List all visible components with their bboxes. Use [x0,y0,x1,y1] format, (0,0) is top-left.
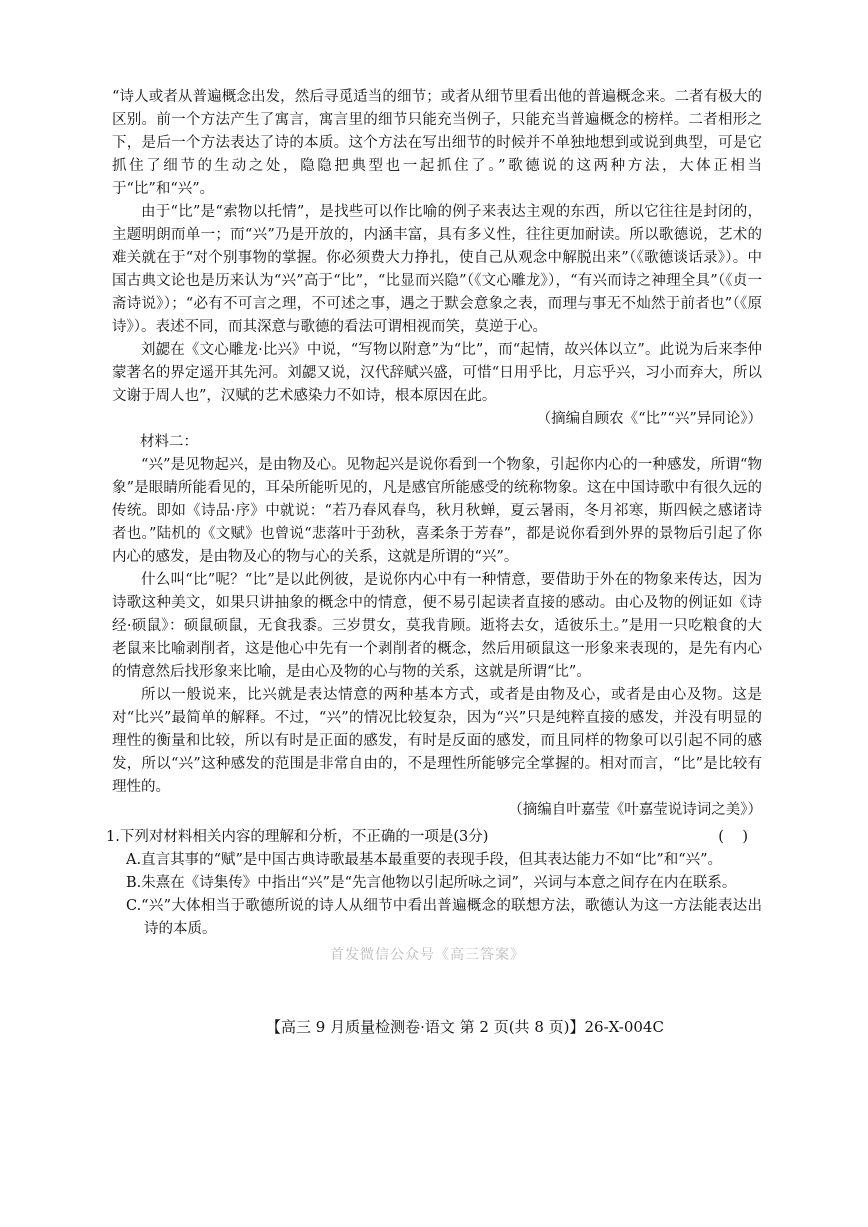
question-stem: 1.下列对材料相关内容的理解和分析，不正确的一项是(3分) [106,829,489,845]
material-two-label: 材料二： [140,434,198,450]
material-one-paragraph: 由于“比”是“索物以托情”，是找些可以作比喻的例子来表达主观的东西，所以它往往是封闭的，主题明朗而单一；而“兴”乃是开放的，内涵丰富，具有多义性，往往更加耐读。所以歌德说，艺术的难关就在于“对个别事物的掌握。你必须费大力挣扎，使自己从观念中解脱出来”（《歌德谈话录》）。中国古典文论也是历来认为“兴”高于“比”，“比显而兴隐”（《文心雕龙》），“有兴而诗之神理全具”（《贞一斋诗说》）；“必有不可言之理，不可述之事，遇之于默会意象之表，而理与事无不灿然于前者也”（《原诗》）。表述不同，而其深意与歌德的看法可谓相视而笑，莫逆于心。 [112,204,762,335]
material-two-paragraph: “兴”是见物起兴，是由物及心。见物起兴是说你看到一个物象，引起你内心的一种感发，所谓“物象”是眼睛所能看见的，耳朵所能听见的，凡是感官所能感受的统称物象。这在中国诗歌中有很久远的传统。即如《诗品·序》中就说：“若乃春风春鸟，秋月秋蝉，夏云暑雨，冬月祁寒，斯四候之感诸诗者也。”陆机的《文赋》也曾说“悲落叶于劲秋，喜柔条于芳春”，都是说你看到外界的景物后引起了你内心的感发，是由物及心的物与心的关系，这就是所谓的“兴”。 [112,457,762,565]
option-b: B.朱熹在《诗集传》中指出“兴”是“先言他物以引起所咏之词”，兴词与本意之间存在内在联系。 [126,875,737,891]
question-one [106,826,762,941]
material-one [112,86,762,431]
option-c: C.“兴”大体相当于歌德所说的诗人从细节中看出普遍概念的联想方法，歌德认为这一方法能表达出诗的本质。 [126,898,762,937]
material-one-paragraph: 刘勰在《文心雕龙·比兴》中说，“写物以附意”为“比”，而“起情，故兴体以立”。此说为后来李仲蒙著名的界定遥开其先河。刘勰又说，汉代辞赋兴盛，可惜“日用乎比，月忘乎兴，习小而弃大，所以文谢于周人也”，汉赋的艺术感染力不如诗，根本原因在此。 [112,342,762,404]
answer-bracket: ( ) [718,829,748,845]
material-one-source: （摘编自顾农《“比”“兴”异同论》） [536,411,762,427]
page-content [106,86,762,941]
page-footer: 【高三 9 月质量检测卷·语文 第 2 页(共 8 页)】26-X-004C [266,1018,664,1036]
material-two-paragraph: 所以一般说来，比兴就是表达情意的两种基本方式，或者是由物及心，或者是由心及物。这是对“比兴”最简单的解释。不过，“兴”的情况比较复杂，因为“兴”只是纯粹直接的感发，并没有明显的理性的衡量和比较，所以有时是正面的感发，有时是反面的感发，而且同样的物象可以引起不同的感发，所以“兴”这种感发的范围是非常自由的，不是理性所能够完全掌握的。相对而言，“比”是比较有理性的。 [112,687,762,795]
material-two-paragraph: 什么叫“比”呢？“比”是以此例彼，是说你内心中有一种情意，要借助于外在的物象来传达，因为诗歌这种美文，如果只讲抽象的概念中的情意，便不易引起读者直接的感动。由心及物的例证如《诗经·硕鼠》：硕鼠硕鼠，无食我黍。三岁贯女，莫我肯顾。逝将去女，适彼乐土。”是用一只吃粮食的大老鼠来比喻剥削者，这是他心中先有一个剥削者的概念，然后用硕鼠这一形象来表现的，是先有内心的情意然后找形象来比喻，是由心及物的心与物的关系，这就是所谓“比”。 [112,572,762,680]
question-stem-row [106,826,762,849]
watermark: 首发微信公众号《高三答案》 [330,947,525,963]
material-one-paragraph: “诗人或者从普遍概念出发，然后寻觅适当的细节；或者从细节里看出他的普遍概念来。二者有极大的区别。前一个方法产生了寓言，寓言里的细节只能充当例子，只能充当普遍概念的榜样。二者相形之下，是后一个方法表达了诗的本质。这个方法在写出细节的时候并不单独地想到或说到典型，可是它抓住了细节的生动之处，隐隐把典型也一起抓住了。”歌德说的这两种方法，大体正相当于“比”和“兴”。 [112,89,762,197]
material-two [112,431,762,822]
material-two-source: （摘编自叶嘉莹《叶嘉莹说诗词之美》） [508,802,762,818]
option-a: A.直言其事的“赋”是中国古典诗歌最基本最重要的表现手段，但其表达能力不如“比”和“兴”。 [126,852,723,868]
